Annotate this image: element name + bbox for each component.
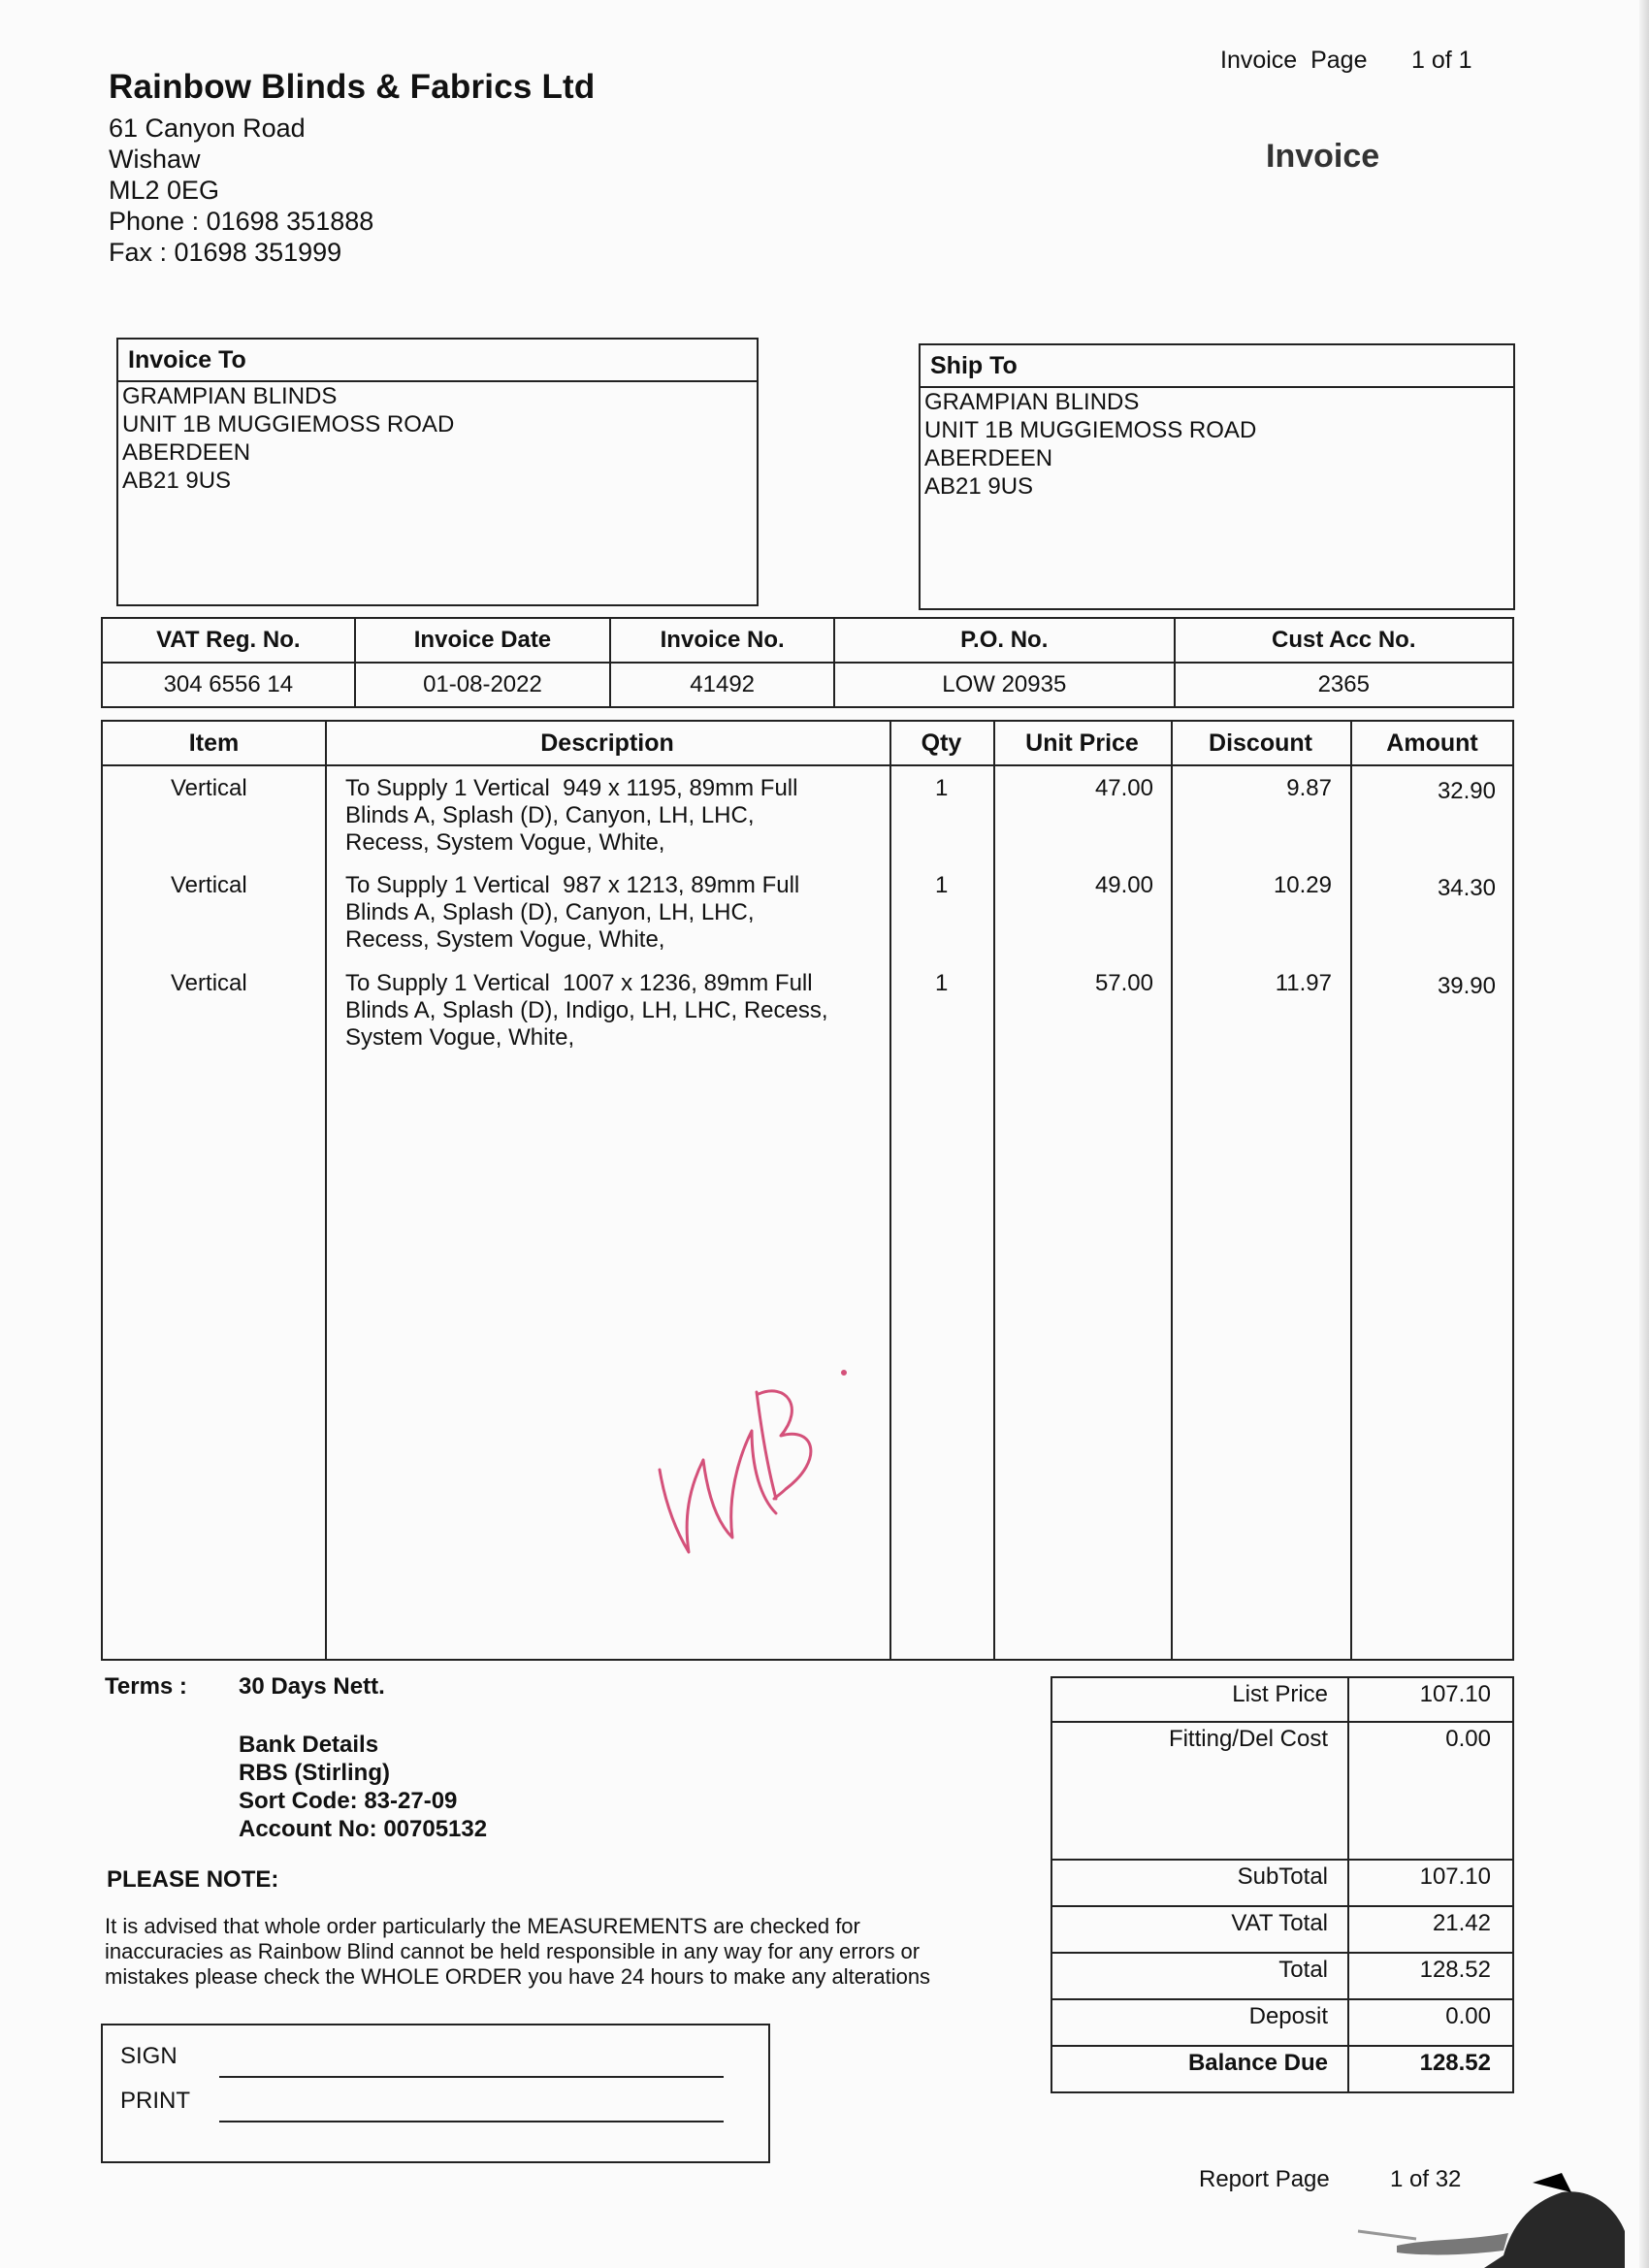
item-discount: 11.97 — [1275, 970, 1332, 996]
signature-box — [101, 2024, 770, 2163]
terms-value: 30 Days Nett. — [239, 1673, 385, 1700]
list-price-row — [1052, 1678, 1512, 1723]
description-line: Recess, System Vogue, White, — [345, 926, 665, 953]
cust-acc-header: Cust Acc No. — [1175, 618, 1513, 663]
subtotal-row — [1052, 1861, 1512, 1907]
description-line: Blinds A, Splash (D), Indigo, LH, LHC, Recess, — [345, 997, 828, 1023]
description-line: Blinds A, Splash (D), Canyon, LH, LHC, — [345, 802, 755, 828]
item-type: Vertical — [171, 775, 247, 801]
line-item-row — [103, 970, 1512, 1067]
balance-due-label: Balance Due — [1052, 2047, 1349, 2091]
address-line: Wishaw — [109, 145, 201, 174]
item-qty: 1 — [935, 775, 949, 801]
deposit-row — [1052, 2000, 1512, 2047]
please-note-heading: PLEASE NOTE: — [107, 1866, 279, 1893]
fax-line: Fax : 01698 351999 — [109, 238, 342, 267]
item-qty: 1 — [935, 970, 949, 996]
total-label: Total — [1052, 1954, 1349, 1998]
handwritten-initials — [640, 1353, 863, 1586]
report-page-value: 1 of 32 — [1390, 2166, 1462, 2192]
item-qty: 1 — [935, 872, 949, 898]
company-name: Rainbow Blinds & Fabrics Ltd — [109, 68, 596, 106]
item-unit-price: 57.00 — [1094, 970, 1153, 996]
item-unit-price: 49.00 — [1094, 872, 1153, 898]
unit-price-header: Unit Price — [1025, 729, 1139, 757]
invoice-date-header: Invoice Date — [355, 618, 611, 663]
item-description — [345, 775, 889, 857]
ship-to-label: Ship To — [921, 345, 1513, 388]
scan-edge — [1639, 0, 1649, 2268]
item-description — [345, 970, 889, 1052]
totals-table — [1051, 1676, 1514, 2093]
invoice-info-table — [101, 617, 1514, 708]
document-title: Invoice — [1266, 138, 1380, 175]
item-type: Vertical — [171, 872, 247, 898]
vat-label: VAT Total — [1052, 1907, 1349, 1952]
line-item-row — [103, 775, 1512, 872]
amount-header: Amount — [1386, 729, 1478, 757]
note-line: inaccuracies as Rainbow Blind cannot be held responsible in any way for any errors or — [105, 1939, 921, 1963]
invoice-no-value: 41492 — [610, 663, 834, 707]
subtotal-value: 107.10 — [1419, 1863, 1491, 1890]
bank-details — [239, 1731, 487, 1843]
description-line: To Supply 1 Vertical 1007 x 1236, 89mm Full — [345, 970, 813, 996]
balance-due-value: 128.52 — [1419, 2050, 1491, 2076]
total-value: 128.52 — [1419, 1957, 1491, 1983]
ship-to-line: ABERDEEN — [924, 445, 1053, 471]
total-row — [1052, 1954, 1512, 2000]
ship-to-line: GRAMPIAN BLINDS — [924, 389, 1140, 415]
po-no-header: P.O. No. — [834, 618, 1174, 663]
cust-acc-value: 2365 — [1175, 663, 1513, 707]
address-line: ML2 0EG — [109, 176, 220, 205]
item-description — [345, 872, 889, 954]
description-line: System Vogue, White, — [345, 1024, 575, 1051]
description-line: To Supply 1 Vertical 949 x 1195, 89mm Full — [345, 775, 798, 801]
invoice-to-address — [118, 382, 757, 495]
balance-due-row — [1052, 2047, 1512, 2091]
invoice-to-box — [116, 338, 759, 606]
ship-to-line: UNIT 1B MUGGIEMOSS ROAD — [924, 417, 1257, 443]
deposit-label: Deposit — [1052, 2000, 1349, 2045]
discount-header: Discount — [1209, 729, 1312, 757]
info-header-row — [102, 618, 1513, 663]
item-amount: 39.90 — [1437, 973, 1496, 999]
info-value-row — [102, 663, 1513, 707]
item-type: Vertical — [171, 970, 247, 996]
address-line: 61 Canyon Road — [109, 113, 306, 143]
item-amount: 34.30 — [1437, 875, 1496, 901]
invoice-to-line: AB21 9US — [122, 468, 232, 494]
note-line: mistakes please check the WHOLE ORDER you have 24 hours to make any alterations — [105, 1964, 931, 1989]
please-note-text — [105, 1914, 997, 1990]
po-no-value: LOW 20935 — [834, 663, 1174, 707]
fitting-value: 0.00 — [1445, 1726, 1491, 1752]
company-address — [109, 113, 373, 268]
item-amount: 32.90 — [1437, 778, 1496, 804]
item-header: Item — [188, 729, 240, 757]
item-unit-price: 47.00 — [1094, 775, 1153, 801]
sort-code: Sort Code: 83-27-09 — [239, 1788, 458, 1814]
item-discount: 9.87 — [1286, 775, 1332, 801]
invoice-page-label: Invoice Page — [1220, 47, 1368, 74]
ship-to-box — [919, 343, 1515, 610]
fitting-label: Fitting/Del Cost — [1052, 1723, 1349, 1859]
invoice-to-line: ABERDEEN — [122, 439, 251, 466]
qty-header: Qty — [921, 729, 962, 757]
bank-name: RBS (Stirling) — [239, 1760, 390, 1786]
ship-to-line: AB21 9US — [924, 473, 1034, 500]
note-line: It is advised that whole order particularly the MEASUREMENTS are checked for — [105, 1914, 860, 1938]
invoice-to-label: Invoice To — [118, 340, 757, 382]
bank-details-heading: Bank Details — [239, 1732, 379, 1758]
account-number: Account No: 00705132 — [239, 1816, 488, 1842]
item-discount: 10.29 — [1273, 872, 1332, 898]
sign-label: SIGN — [120, 2043, 178, 2069]
description-line: Blinds A, Splash (D), Canyon, LH, LHC, — [345, 899, 755, 925]
deposit-value: 0.00 — [1445, 2003, 1491, 2029]
invoice-page-value: 1 of 1 — [1411, 47, 1472, 74]
sign-line[interactable] — [219, 2076, 724, 2078]
phone-line: Phone : 01698 351888 — [109, 207, 374, 236]
vat-reg-value: 304 6556 14 — [102, 663, 355, 707]
print-label: PRINT — [120, 2088, 190, 2114]
invoice-to-line: UNIT 1B MUGGIEMOSS ROAD — [122, 411, 455, 437]
description-line: Recess, System Vogue, White, — [345, 829, 665, 856]
list-price-label: List Price — [1052, 1678, 1349, 1721]
header-divider — [103, 764, 1512, 766]
list-price-value: 107.10 — [1419, 1681, 1491, 1707]
fitting-row — [1052, 1723, 1512, 1861]
invoice-to-line: GRAMPIAN BLINDS — [122, 383, 338, 409]
vat-reg-header: VAT Reg. No. — [102, 618, 355, 663]
vat-row — [1052, 1907, 1512, 1954]
print-line[interactable] — [219, 2121, 724, 2122]
terms-label: Terms : — [105, 1673, 187, 1700]
vat-value: 21.42 — [1432, 1910, 1491, 1936]
ship-to-address — [921, 388, 1513, 501]
description-header: Description — [540, 729, 674, 757]
invoice-no-header: Invoice No. — [610, 618, 834, 663]
scan-smudge — [1339, 2163, 1630, 2268]
subtotal-label: SubTotal — [1052, 1861, 1349, 1905]
invoice-date-value: 01-08-2022 — [355, 663, 611, 707]
line-item-row — [103, 872, 1512, 969]
report-page-label: Report Page — [1199, 2166, 1330, 2192]
description-line: To Supply 1 Vertical 987 x 1213, 89mm Full — [345, 872, 800, 898]
